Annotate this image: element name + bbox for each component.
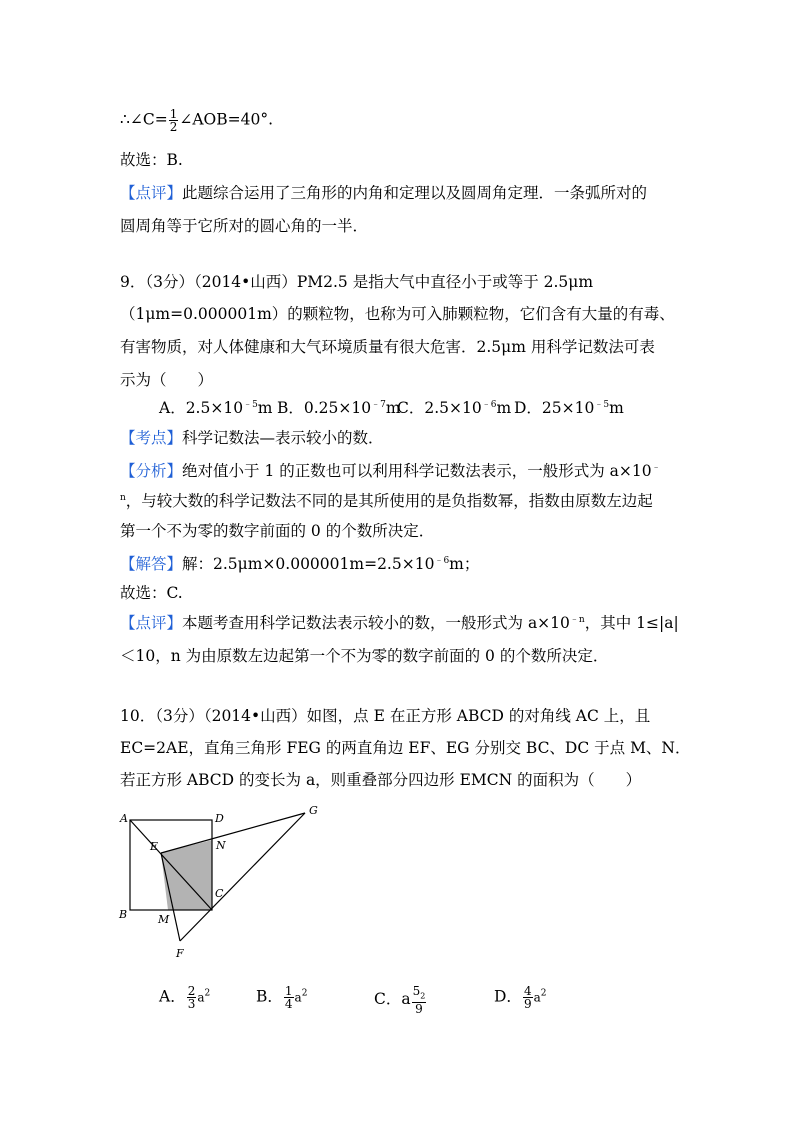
q9-fenxi-line-1 <box>120 460 661 482</box>
q9-stem-line-4: 示为（ ） <box>120 371 214 389</box>
fraction-numerator-digit: 5 <box>412 984 421 998</box>
q9-review-line-2: ＜10，n 为由原数左边起第一个不为零的数字前面的 0 的个数所决定． <box>120 647 609 665</box>
q9-review-line-1 <box>120 612 679 634</box>
q9-option-c-exp: ﹣6 <box>481 399 497 410</box>
q8-conclusion-suffix: ∠AOB=40°. <box>179 110 274 129</box>
fraction-denominator: 3 <box>187 997 196 1011</box>
q9-option-c <box>397 397 511 419</box>
q10-option-b-var: a <box>294 990 302 1005</box>
q9-review-text-1b: ，其中 1≤|a| <box>584 614 679 632</box>
fraction-numerator: 1 <box>284 984 293 998</box>
q8-conclusion-prefix: ∴∠C= <box>120 110 168 129</box>
q9-option-b-unit: m <box>385 399 401 417</box>
q9-option-c-unit: m <box>496 399 512 417</box>
q9-stem-line-1: 9．（3分）（2014•山西）PM2.5 是指大气中直径小于或等于 2.5μm <box>120 273 594 291</box>
q10-option-b-exp: 2 <box>301 988 308 999</box>
q10-option-b-label: B． <box>256 987 283 1006</box>
q9-option-a-exp: ﹣5 <box>243 399 258 410</box>
q9-fenxi-exp: ﹣ <box>651 462 661 473</box>
q10-option-d-var: a <box>533 990 541 1005</box>
q10-option-a-exp: 2 <box>204 988 211 999</box>
q10-option-a <box>159 985 210 1010</box>
q9-fenxi-line-3: 第一个不为零的数字前面的 0 的个数所决定． <box>120 522 435 540</box>
label-b: B <box>119 908 128 921</box>
label-e: E <box>150 840 159 853</box>
label-n: N <box>216 839 226 852</box>
q10-stem-line-1: 10．（3分）（2014•山西）如图，点 E 在正方形 ABCD 的对角线 AC 上，且 <box>120 707 651 725</box>
fraction-denominator: 2 <box>169 120 178 134</box>
fraction-half <box>169 108 179 133</box>
q9-fenxi-text-2: ，与较大数的科学记数法不同的是其所使用的是负指数幂，指数由原数左边起 <box>125 492 653 510</box>
fraction-denominator: 4 <box>284 997 293 1011</box>
fenxi-tag: 【分析】 <box>120 462 183 480</box>
q8-choice: 故选：B. <box>120 151 183 169</box>
q9-kaodian-line <box>120 427 384 449</box>
q9-review-text-1: 本题考查用科学记数法表示较小的数，一般形式为 a×10 <box>182 614 570 632</box>
q9-option-a-unit: m <box>257 399 273 417</box>
q10-option-d-exp: 2 <box>540 988 547 999</box>
q9-option-c-text: C．2.5×10 <box>397 399 482 417</box>
q8-review-line-2: 圆周角等于它所对的圆心角的一半． <box>120 217 369 235</box>
q9-option-d-exp: ﹣5 <box>594 399 610 410</box>
q9-jieda-text: 解：2.5μm×0.000001m=2.5×10 <box>182 555 435 573</box>
q9-stem-line-3: 有害物质，对人体健康和大气环境质量有很大危害．2.5μm 用科学记数法可表 <box>120 338 655 356</box>
fraction-numerator: 1 <box>169 107 178 121</box>
q10-option-d-fraction <box>523 985 533 1010</box>
q9-jieda-line <box>120 553 479 575</box>
label-a: A <box>120 812 128 825</box>
q8-review-text-1: 此题综合运用了三角形的内角和定理以及圆周角定理．一条弧所对的 <box>182 184 648 202</box>
label-c: C <box>215 887 224 900</box>
q9-option-d <box>514 397 624 419</box>
q10-option-a-label: A． <box>159 987 186 1006</box>
geometry-figure <box>112 800 332 960</box>
q9-option-a <box>159 397 273 419</box>
q9-stem-line-2: （1μm=0.000001m）的颗粒物，也称为可入肺颗粒物，它们含有大量的有毒、 <box>120 305 675 323</box>
q9-option-b-text: B．0.25×10 <box>277 399 372 417</box>
q9-option-b-exp: ﹣7 <box>371 399 386 410</box>
q9-fenxi-line-2 <box>120 490 653 512</box>
fraction-numerator <box>412 985 427 1003</box>
q9-jieda-unit: m； <box>449 555 480 573</box>
q9-option-b <box>277 397 401 419</box>
label-d: D <box>215 812 224 825</box>
q8-conclusion-line <box>120 108 273 133</box>
q10-option-c-label: C．a <box>374 990 411 1009</box>
q10-option-a-fraction <box>187 985 197 1010</box>
q8-review-line-1 <box>120 182 647 204</box>
q9-review-exp: ﹣n <box>569 614 585 625</box>
kaodian-tag: 【考点】 <box>120 429 183 447</box>
q9-option-a-text: A．2.5×10 <box>159 399 244 417</box>
q10-option-c-fraction <box>412 985 427 1015</box>
q10-stem-line-3: 若正方形 ABCD 的变长为 a，则重叠部分四边形 EMCN 的面积为（ ） <box>120 771 642 789</box>
q10-option-b <box>256 985 307 1010</box>
label-m: M <box>158 913 170 926</box>
q10-stem-line-2: EC=2AE，直角三角形 FEG 的两直角边 EF、EG 分别交 BC、DC 于点 M、N． <box>120 739 691 757</box>
q9-kaodian-text: 科学记数法—表示较小的数． <box>182 429 384 447</box>
review-tag: 【点评】 <box>120 614 183 632</box>
fraction-numerator-sub: 2 <box>420 991 426 1001</box>
q10-option-d-label: D． <box>494 987 522 1006</box>
q9-fenxi-exp-n: n <box>120 492 126 503</box>
fraction-numerator: 2 <box>187 984 196 998</box>
q10-option-b-fraction <box>284 985 294 1010</box>
label-g: G <box>309 804 318 817</box>
q9-fenxi-text-1: 绝对值小于 1 的正数也可以利用科学记数法表示，一般形式为 a×10 <box>182 462 652 480</box>
q9-option-d-unit: m <box>609 399 624 417</box>
fraction-numerator: 4 <box>523 984 532 998</box>
label-f: F <box>176 947 184 960</box>
q9-jieda-exp: ﹣6 <box>434 555 450 566</box>
fraction-denominator: 9 <box>523 997 532 1011</box>
jieda-tag: 【解答】 <box>120 555 183 573</box>
q9-option-d-text: D．25×10 <box>514 399 595 417</box>
q9-choice: 故选：C. <box>120 584 183 602</box>
fraction-denominator: 9 <box>415 1002 423 1017</box>
q10-option-a-var: a <box>197 990 205 1005</box>
q10-option-d <box>494 985 546 1010</box>
side-eg <box>161 813 305 853</box>
review-tag: 【点评】 <box>120 184 183 202</box>
q10-option-c <box>374 985 427 1015</box>
